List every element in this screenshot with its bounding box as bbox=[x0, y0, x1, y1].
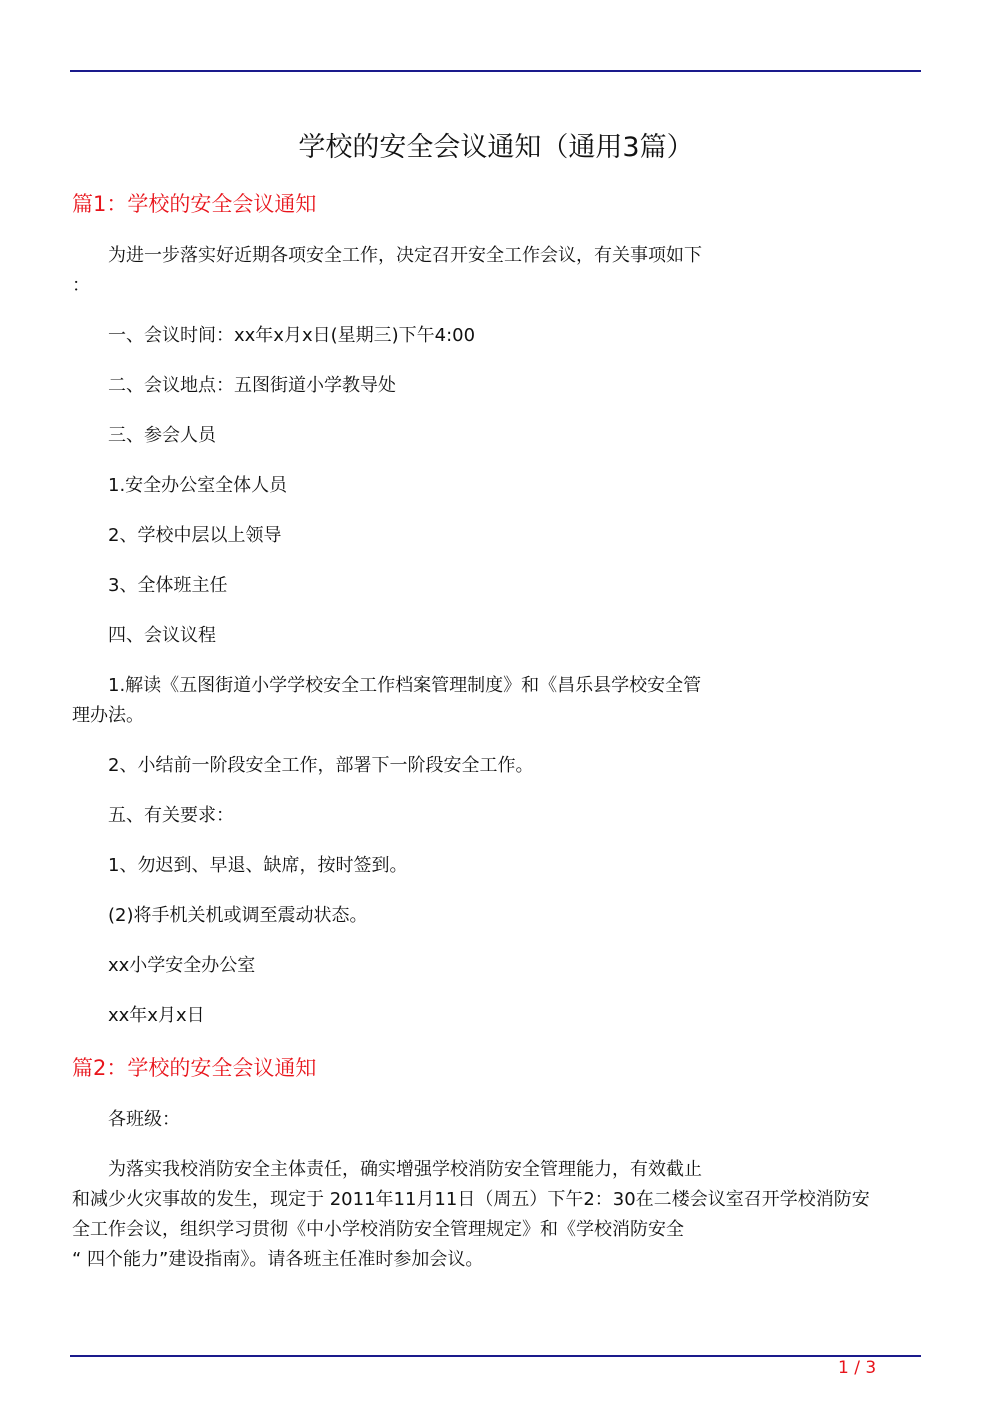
paragraph-line: 和减少火灾事故的发生，现定于 2011年11月11日（周五）下午2：30在二楼会议室召开学校消防安 bbox=[72, 1189, 870, 1210]
page-number: 1 / 3 bbox=[838, 1358, 877, 1378]
page-title: 学校的安全会议通知（通用3篇） bbox=[298, 132, 694, 163]
paragraph-line: 为落实我校消防安全主体责任，确实增强学校消防安全管理能力，有效截止 bbox=[108, 1159, 702, 1180]
paragraph-line: 1.解读《五图街道小学学校安全工作档案管理制度》和《昌乐县学校安全管 bbox=[108, 675, 702, 696]
paragraph-line: 五、有关要求： bbox=[108, 805, 234, 826]
paragraph-line: 1.安全办公室全体人员 bbox=[108, 475, 288, 496]
paragraph-line: 3、全体班主任 bbox=[108, 575, 228, 596]
footer-rule bbox=[70, 1355, 921, 1357]
header-rule bbox=[70, 70, 921, 72]
paragraph-line: 为进一步落实好近期各项安全工作，决定召开安全工作会议，有关事项如下 bbox=[108, 245, 702, 266]
paragraph-line: 一、会议时间：xx年x月x日(星期三)下午4:00 bbox=[108, 325, 476, 346]
paragraph-line: (2)将手机关机或调至震动状态。 bbox=[108, 905, 368, 926]
paragraph-line: 理办法。 bbox=[72, 705, 144, 726]
section-heading-2: 篇2：学校的安全会议通知 bbox=[72, 1056, 317, 1080]
paragraph-line: xx年x月x日 bbox=[108, 1005, 205, 1026]
paragraph-line: xx小学安全办公室 bbox=[108, 955, 256, 976]
paragraph-line: ： bbox=[72, 275, 90, 296]
section-heading-1: 篇1：学校的安全会议通知 bbox=[72, 192, 317, 216]
paragraph-line: 二、会议地点：五图街道小学教导处 bbox=[108, 375, 396, 396]
paragraph-line: 各班级： bbox=[108, 1109, 180, 1130]
paragraph-line: 三、参会人员 bbox=[108, 425, 216, 446]
paragraph-line: 2、小结前一阶段安全工作，部署下一阶段安全工作。 bbox=[108, 755, 534, 776]
paragraph-line: 1、勿迟到、早退、缺席，按时签到。 bbox=[108, 855, 408, 876]
paragraph-line: 2、学校中层以上领导 bbox=[108, 525, 282, 546]
paragraph-line: 四、会议议程 bbox=[108, 625, 216, 646]
paragraph-line: 全工作会议，组织学习贯彻《中小学校消防安全管理规定》和《学校消防安全 bbox=[72, 1219, 684, 1240]
paragraph-line: “ 四个能力”建设指南》。请各班主任准时参加会议。 bbox=[72, 1249, 484, 1270]
